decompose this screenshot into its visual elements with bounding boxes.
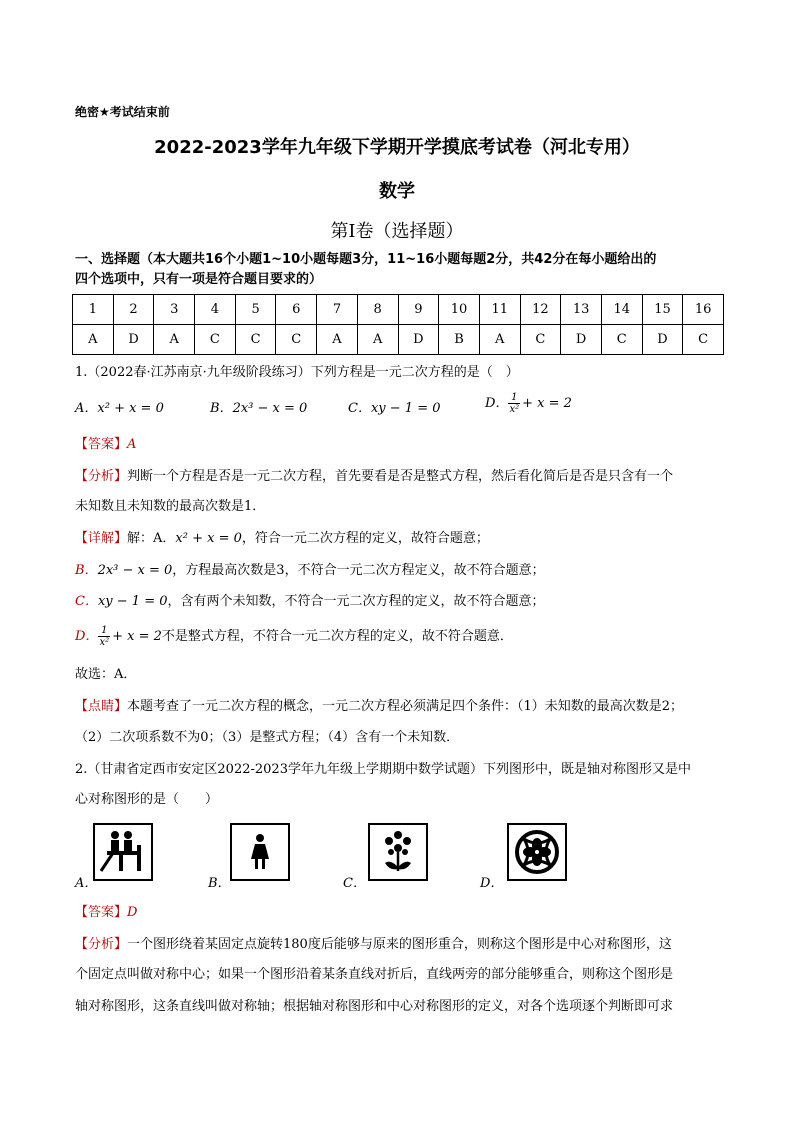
table-cell: A bbox=[317, 325, 358, 355]
detail-expression: x² + x = 0 bbox=[175, 531, 242, 546]
q1-detail-c bbox=[75, 591, 735, 613]
q2-analysis-line3: 轴对称图形，这条直线叫做对称轴；根据轴对称图形和中心对称图形的定义，对各个选项逐个判断即可求 bbox=[75, 999, 674, 1014]
q1-stem: 1.（2022春·江苏南京·九年级阶段练习）下列方程是一元二次方程的是（ ） bbox=[75, 365, 519, 380]
answer-table-number-row bbox=[73, 295, 724, 325]
fraction-numerator: 1 bbox=[98, 625, 110, 637]
table-cell: 10 bbox=[439, 295, 480, 325]
table-cell: C bbox=[601, 325, 642, 355]
table-cell: 3 bbox=[154, 295, 195, 325]
table-cell: D bbox=[642, 325, 683, 355]
fraction-denominator: x² bbox=[509, 404, 520, 415]
analysis-tag: 【分析】 bbox=[75, 469, 128, 484]
detail-label: D． bbox=[75, 629, 99, 644]
answer-table bbox=[72, 294, 724, 355]
option-label: B． bbox=[210, 401, 233, 416]
table-cell: D bbox=[561, 325, 602, 355]
detail-text: 不是整式方程，不符合一元二次方程的定义，故不符合题意． bbox=[161, 629, 513, 644]
seated-people-icon bbox=[95, 825, 151, 879]
q2-figure-c bbox=[368, 823, 428, 881]
detail-text: ，方程最高次数是3，不符合一元二次方程定义，故不符合题意； bbox=[172, 563, 545, 578]
table-cell: 8 bbox=[357, 295, 398, 325]
table-cell: D bbox=[398, 325, 439, 355]
table-cell: 2 bbox=[113, 295, 154, 325]
option-label: D． bbox=[485, 396, 509, 411]
table-cell: 11 bbox=[479, 295, 520, 325]
detail-expression: 2x³ − x = 0 bbox=[97, 563, 173, 578]
detail-expression: + x = 2 bbox=[112, 629, 162, 644]
q2-stem-line1: 2.（甘肃省定西市安定区2022-2023学年九年级上学期期中数学试题）下列图形中，既是轴对称图形又是中 bbox=[75, 762, 691, 777]
answer-tag: 【答案】 bbox=[75, 437, 128, 452]
q2-stem-line2: 心对称图形的是（ ） bbox=[75, 792, 219, 807]
detail-label: B． bbox=[75, 563, 98, 578]
q1-note-line1 bbox=[75, 696, 735, 718]
option-expression: 2x³ − x = 0 bbox=[232, 401, 308, 416]
table-cell: 9 bbox=[398, 295, 439, 325]
q2-analysis-line1 bbox=[75, 934, 735, 956]
table-cell: A bbox=[154, 325, 195, 355]
q1-answer bbox=[75, 434, 735, 456]
exam-title: 2022-2023学年九年级下学期开学摸底考试卷（河北专用） bbox=[154, 137, 640, 158]
option-expression: + x = 2 bbox=[522, 396, 572, 411]
fraction bbox=[98, 625, 110, 648]
detail-tag: 【详解】 bbox=[75, 531, 128, 546]
table-cell: A bbox=[479, 325, 520, 355]
flower-icon bbox=[370, 825, 426, 879]
table-cell: 14 bbox=[601, 295, 642, 325]
q1-option-b bbox=[210, 398, 307, 420]
table-cell: 1 bbox=[73, 295, 114, 325]
q2-figure-d bbox=[507, 823, 567, 881]
table-cell: 12 bbox=[520, 295, 561, 325]
table-cell: 5 bbox=[235, 295, 276, 325]
table-cell: B bbox=[439, 325, 480, 355]
q1-detail-b bbox=[75, 560, 735, 582]
q2-label-a: A． bbox=[75, 876, 98, 891]
woman-icon bbox=[232, 825, 288, 879]
table-cell: C bbox=[276, 325, 317, 355]
q1-choose: 故选：A． bbox=[75, 667, 137, 682]
table-cell: C bbox=[520, 325, 561, 355]
q1-option-d bbox=[485, 392, 572, 415]
q1-detail-d bbox=[75, 625, 735, 648]
confidential-label: 绝密★考试结束前 bbox=[75, 105, 170, 119]
fraction-numerator: 1 bbox=[508, 392, 520, 404]
option-expression: x² + x = 0 bbox=[97, 401, 164, 416]
q2-label-b: B． bbox=[208, 876, 231, 891]
option-expression: xy − 1 = 0 bbox=[370, 401, 441, 416]
detail-prefix: 解：A． bbox=[127, 531, 176, 546]
table-cell: 16 bbox=[683, 295, 724, 325]
detail-text: ，符合一元二次方程的定义，故符合题意； bbox=[241, 531, 489, 546]
circle-petal-icon bbox=[509, 825, 565, 879]
table-cell: C bbox=[235, 325, 276, 355]
q2-label-c: C． bbox=[343, 876, 366, 891]
analysis-tag: 【分析】 bbox=[75, 937, 128, 952]
table-cell: 7 bbox=[317, 295, 358, 325]
answer-tag: 【答案】 bbox=[75, 905, 128, 920]
option-label: C． bbox=[348, 401, 371, 416]
table-cell: 13 bbox=[561, 295, 602, 325]
detail-expression: xy − 1 = 0 bbox=[97, 594, 168, 609]
analysis-text: 判断一个方程是否是一元二次方程，首先要看是否是整式方程，然后看化简后是否是只含有一个 bbox=[127, 469, 674, 484]
q1-option-a bbox=[75, 398, 164, 420]
answer-table-answer-row bbox=[73, 325, 724, 355]
q2-analysis-line2: 个固定点叫做对称中心；如果一个图形沿着某条直线对折后，直线两旁的部分能够重合，则称这个图形是 bbox=[75, 967, 674, 982]
detail-text: ，含有两个未知数，不符合一元二次方程的定义，故不符合题意； bbox=[167, 594, 545, 609]
q2-figure-a bbox=[93, 823, 153, 881]
table-cell: C bbox=[683, 325, 724, 355]
q1-analysis-line2: 未知数且未知数的最高次数是1． bbox=[75, 499, 266, 514]
table-cell: 6 bbox=[276, 295, 317, 325]
section-intro-line1: 一、选择题（本大题共16个小题1~10小题每题3分，11~16小题每题2分，共42分在每小题给出的 bbox=[75, 252, 657, 267]
note-tag: 【点睛】 bbox=[75, 699, 128, 714]
q2-answer bbox=[75, 902, 735, 924]
answer-value: D bbox=[127, 905, 138, 920]
volume-title: 第Ⅰ卷（选择题） bbox=[330, 221, 464, 242]
answer-value: A bbox=[127, 437, 137, 452]
q1-note-line2: （2）二次项系数不为0；（3）是整式方程；（4）含有一个未知数． bbox=[75, 730, 460, 745]
fraction bbox=[508, 392, 520, 415]
analysis-text: 一个图形绕着某固定点旋转180度后能够与原来的图形重合，则称这个图形是中心对称图形，这 bbox=[127, 937, 672, 952]
subject-title: 数学 bbox=[379, 181, 415, 202]
option-label: A． bbox=[75, 401, 98, 416]
table-cell: A bbox=[73, 325, 114, 355]
section-intro-line2: 四个选项中，只有一项是符合题目要求的） bbox=[75, 272, 323, 287]
table-cell: 4 bbox=[195, 295, 236, 325]
q2-figure-b bbox=[230, 823, 290, 881]
table-cell: D bbox=[113, 325, 154, 355]
fraction-denominator: x² bbox=[99, 637, 110, 648]
note-text: 本题考查了一元二次方程的概念，一元二次方程必须满足四个条件：（1）未知数的最高次数是2； bbox=[127, 699, 684, 714]
q2-label-d: D． bbox=[480, 876, 504, 891]
table-cell: A bbox=[357, 325, 398, 355]
detail-label: C． bbox=[75, 594, 98, 609]
q1-analysis-line1 bbox=[75, 466, 735, 488]
table-cell: C bbox=[195, 325, 236, 355]
q1-option-c bbox=[348, 398, 441, 420]
q1-detail-a bbox=[75, 528, 735, 550]
table-cell: 15 bbox=[642, 295, 683, 325]
